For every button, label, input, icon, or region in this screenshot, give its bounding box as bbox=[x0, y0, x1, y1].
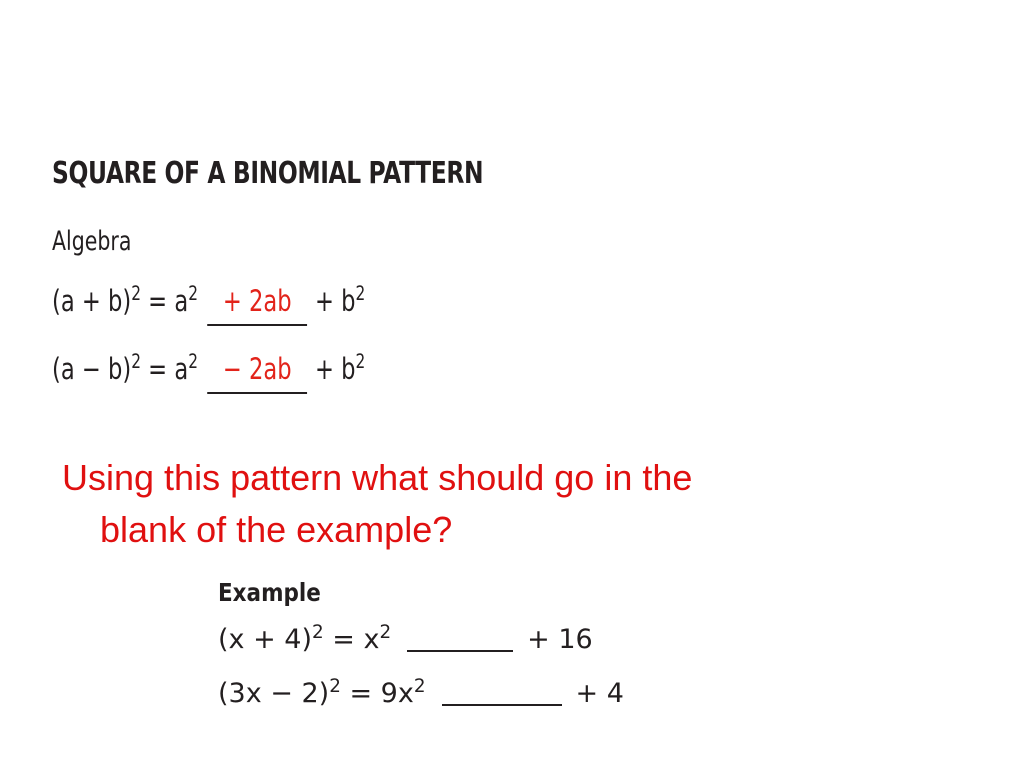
equation-lhs: (3x − 2) bbox=[218, 678, 330, 709]
equation-lhs: (a + b) bbox=[52, 284, 132, 318]
exponent: 2 bbox=[379, 621, 392, 643]
example-equation-2 bbox=[218, 675, 624, 709]
equation-equals: = 9x bbox=[340, 678, 414, 709]
pattern-subtitle: Algebra bbox=[52, 226, 132, 257]
exponent: 2 bbox=[312, 621, 324, 643]
example-equation-1 bbox=[218, 621, 593, 655]
question-text bbox=[62, 452, 922, 556]
equation-tail: + 16 bbox=[527, 624, 593, 655]
pattern-equation-difference bbox=[52, 352, 365, 394]
equation-tail: + b bbox=[314, 284, 356, 318]
question-line-2: blank of the example? bbox=[100, 509, 453, 550]
exponent: 2 bbox=[355, 282, 366, 306]
equation-tail: + 4 bbox=[575, 678, 624, 709]
filled-blank: − 2ab bbox=[207, 352, 307, 394]
equation-equals: = a bbox=[140, 352, 189, 386]
pattern-title: SQUARE OF A BINOMIAL PATTERN bbox=[52, 156, 484, 191]
equation-equals: = a bbox=[140, 284, 189, 318]
exponent: 2 bbox=[413, 675, 426, 697]
question-line-1: Using this pattern what should go in the bbox=[62, 457, 693, 498]
equation-equals: = x bbox=[323, 624, 380, 655]
example-title: Example bbox=[218, 578, 321, 607]
empty-blank bbox=[442, 678, 562, 706]
equation-lhs: (a − b) bbox=[52, 352, 132, 386]
exponent: 2 bbox=[131, 282, 141, 306]
exponent: 2 bbox=[188, 350, 198, 374]
pattern-equation-sum bbox=[52, 284, 365, 326]
empty-blank bbox=[407, 624, 513, 652]
exponent: 2 bbox=[131, 350, 141, 374]
equation-tail: + b bbox=[314, 352, 356, 386]
exponent: 2 bbox=[329, 675, 341, 697]
exponent: 2 bbox=[355, 350, 366, 374]
exponent: 2 bbox=[188, 282, 198, 306]
filled-blank: + 2ab bbox=[207, 284, 307, 326]
equation-lhs: (x + 4) bbox=[218, 624, 313, 655]
